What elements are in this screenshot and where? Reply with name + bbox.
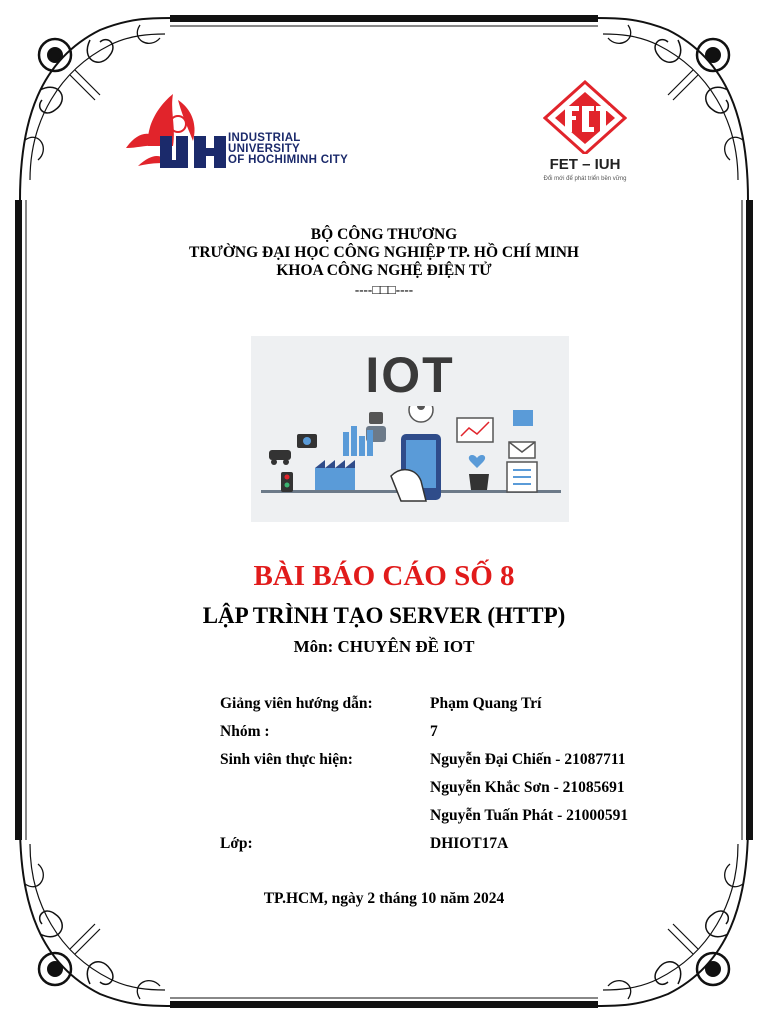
fet-iuh-logo xyxy=(530,80,640,190)
ministry-name: BỘ CÔNG THƯƠNG xyxy=(310,226,458,243)
student-2: Nguyễn Khắc Sơn - 21085691 xyxy=(430,779,625,796)
group-label: Nhóm : xyxy=(220,723,270,740)
group-number: 7 xyxy=(430,723,438,740)
report-title: LẬP TRÌNH TẠO SERVER (HTTP) xyxy=(202,603,566,628)
faculty-name: KHOA CÔNG NGHỆ ĐIỆN TỬ xyxy=(276,262,492,279)
student-1: Nguyễn Đại Chiến - 21087711 xyxy=(430,751,626,768)
fet-wordmark: FET – IUH xyxy=(549,156,621,173)
instructor-label: Giảng viên hướng dẫn: xyxy=(220,695,373,712)
iot-illustration-title: IOT xyxy=(365,347,455,403)
fet-emblem-icon xyxy=(543,80,627,154)
iot-illustration xyxy=(251,336,569,522)
students-label: Sinh viên thực hiện: xyxy=(220,751,353,768)
report-number: BÀI BÁO CÁO SỐ 8 xyxy=(253,560,515,592)
subject-line: Môn: CHUYÊN ĐỀ IOT xyxy=(293,637,475,656)
iot-devices-icon xyxy=(251,406,569,522)
student-3: Nguyễn Tuấn Phát - 21000591 xyxy=(430,807,629,824)
iuh-wordmark: INDUSTRIAL UNIVERSITY OF HOCHIMINH CITY xyxy=(228,132,349,166)
header-divider: ----□□□---- xyxy=(354,282,414,297)
fet-tagline: Đổi mới để phát triển bền vững xyxy=(543,176,627,182)
iuh-logo xyxy=(118,86,358,186)
date-line: TP.HCM, ngày 2 tháng 10 năm 2024 xyxy=(263,890,505,907)
iuh-emblem-icon xyxy=(118,86,228,186)
class-label: Lớp: xyxy=(220,835,253,852)
instructor-name: Phạm Quang Trí xyxy=(430,695,542,712)
class-code: DHIOT17A xyxy=(430,835,509,852)
university-name: TRƯỜNG ĐẠI HỌC CÔNG NGHIỆP TP. HỒ CHÍ MINH xyxy=(189,244,579,261)
